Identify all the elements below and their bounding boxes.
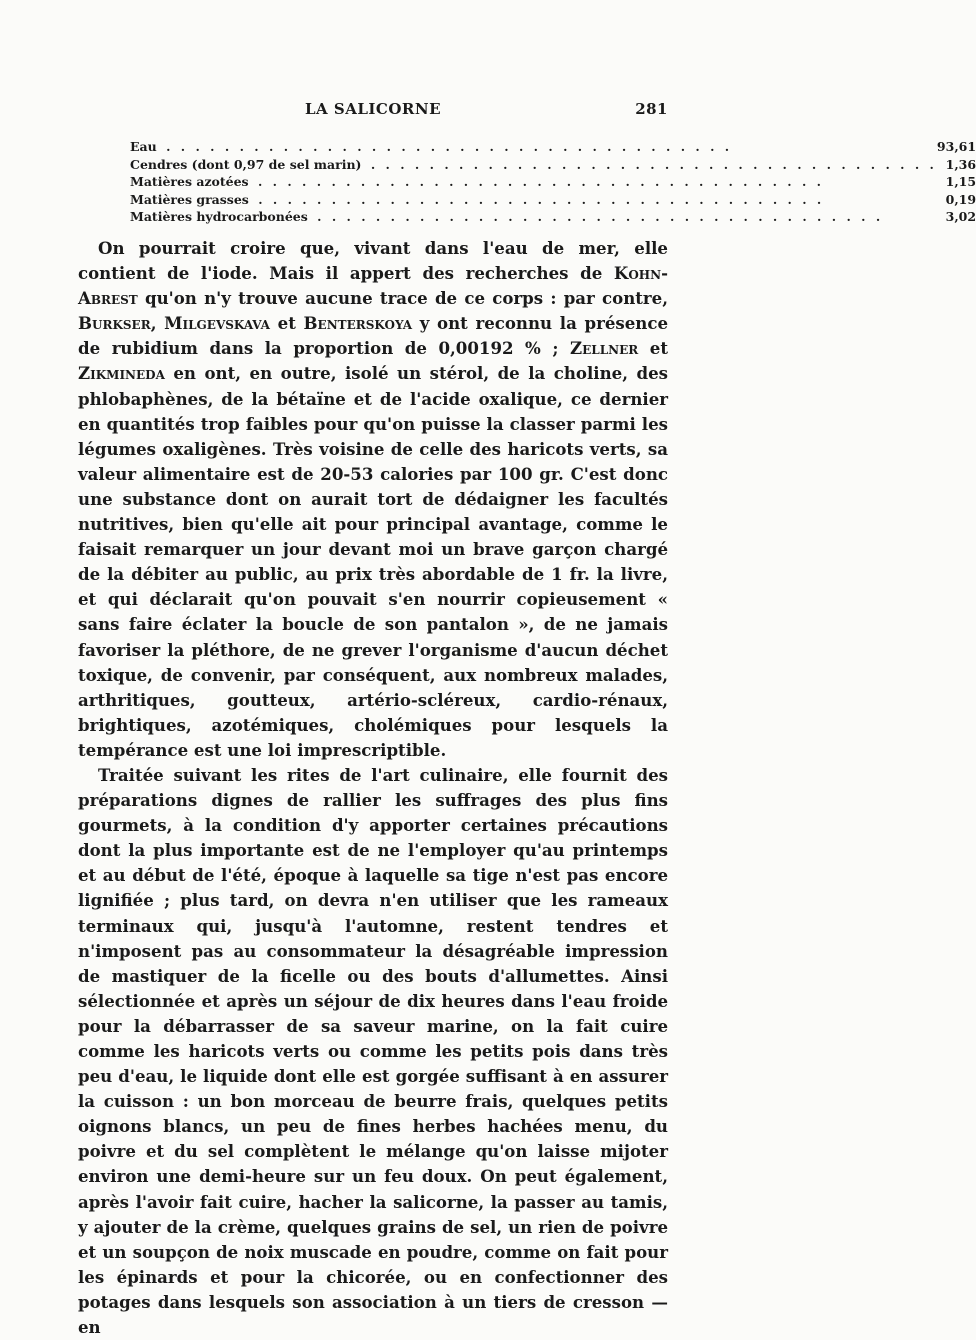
component-label: Cendres (dont 0,97 de sel marin)	[130, 156, 362, 172]
author-name: Milgevskava	[164, 313, 270, 334]
component-label: Eau	[130, 139, 157, 154]
component-value: 1,15	[945, 174, 976, 189]
dot-leader: . . . . . . . . . . . . . . . . . . . . . . . . . . . . . . . . . . . . . . .	[250, 191, 825, 207]
body-text	[78, 236, 668, 1340]
component-label: Matières azotées	[130, 174, 249, 189]
dot-leader: . . . . . . . . . . . . . . . . . . . . . . . . . . . . . . . . . . . . . . .	[158, 139, 733, 154]
running-title: LA SALICORNE	[304, 100, 442, 118]
author-name: Zikmineda	[78, 363, 165, 384]
paragraph-2: Traitée suivant les rites de l'art culinaire, elle fournit des préparations dignes de rallier les suffrages des plus fins gourmets, à la condition d'y apporter certaines précautions dont la plus importante est de ne l'employer qu'au printemps et au début de l'été, époque à laquelle sa tige n'est pas encore lignifiée ; plus tard, on devra n'en utiliser que les rameaux terminaux qui, jusqu'à l'automne, restent tendres et n'imposent pas au consommateur la désagréable impression de mastiquer de la ficelle ou des bouts d'allumettes. Ainsi sélectionnée et après un séjour de dix heures dans l'eau froide pour la débarrasser de sa saveur marine, on la fait cuire comme les haricots verts ou comme les petits pois dans très peu d'eau, le liquide dont elle est gorgée suffisant à en assurer la cuisson : un bon morceau de beurre frais, quelques petits oignons blancs, un peu de fines herbes hachées menu, du poivre et du sel complètent le mélange qu'on laisse mijoter environ une demi-heure sur un feu doux. On peut également, après l'avoir fait cuire, hacher la salicorne, la passer au tamis, y ajouter de la crème, quelques grains de sel, un rien de poivre et un soupçon de noix muscade en poudre, comme on fait pour les épinards et pour la chicorée, ou en confectionner des potages dans lesquels son association à un tiers de cresson — en	[78, 764, 668, 1338]
table-row	[130, 156, 976, 174]
component-value: 3,02	[945, 209, 976, 224]
table-row	[130, 208, 976, 226]
component-value: 93,61	[936, 139, 976, 154]
author-name: Kohn-Abrest	[78, 263, 668, 309]
author-name: Burkser	[78, 313, 151, 334]
running-header	[78, 100, 668, 124]
component-label: Matières grasses	[130, 191, 249, 207]
dot-leader: . . . . . . . . . . . . . . . . . . . . . . . . . . . . . . . . . . . . . . .	[250, 174, 825, 189]
component-value: 0,19	[945, 191, 976, 207]
dot-leader: . . . . . . . . . . . . . . . . . . . . . . . . . . . . . . . . . . . . . . .	[363, 156, 937, 172]
book-page	[78, 0, 976, 1338]
table-row	[130, 138, 976, 156]
table-row	[130, 191, 976, 209]
author-name: Benterskoya	[303, 313, 413, 334]
author-name: Zellner	[570, 338, 639, 359]
component-label: Matières hydrocarbonées	[130, 209, 308, 224]
component-value: 1,36	[945, 156, 976, 172]
table-row	[130, 173, 976, 191]
composition-table	[130, 138, 976, 226]
dot-leader: . . . . . . . . . . . . . . . . . . . . . . . . . . . . . . . . . . . . . . .	[309, 209, 884, 224]
paragraph-1: On pourrait croire que, vivant dans l'eau de mer, elle contient de l'iode. Mais il appert des recherches de Kohn-Abrest qu'on n'y trouve aucune trace de ce corps : par contre, Burkser, Milgevskava et Benterskoya y ont reconnu la présence de rubidium dans la proportion de 0,00192 % ; Zellner et Zikmineda en ont, en outre, isolé un stérol, de la choline, des phlobaphènes, de la bétaïne et de l'acide oxalique, ce dernier en quantités trop faibles pour qu'on puisse la classer parmi les légumes oxaligènes. Très voisine de celle des haricots verts, sa valeur alimentaire est de 20-53 calories par 100 gr. C'est donc une substance dont on aurait tort de dédaigner les facultés nutritives, bien qu'elle ait pour principal avantage, comme le faisait remarquer un jour devant moi un brave garçon chargé de la débiter au public, au prix très abordable de 1 fr. la livre, et qui déclarait qu'on pouvait s'en nourrir copieusement « sans faire éclater la boucle de son pantalon », de ne jamais favoriser la pléthore, de ne grever l'organisme d'aucun déchet toxique, de convenir, par conséquent, aux nombreux malades, arthritiques, goutteux, artério-scléreux, cardio-rénaux, brightiques, azotémiques, cholémiques pour lesquels la tempérance est une loi imprescriptible.	[78, 238, 669, 760]
page-number: 281	[635, 100, 668, 118]
